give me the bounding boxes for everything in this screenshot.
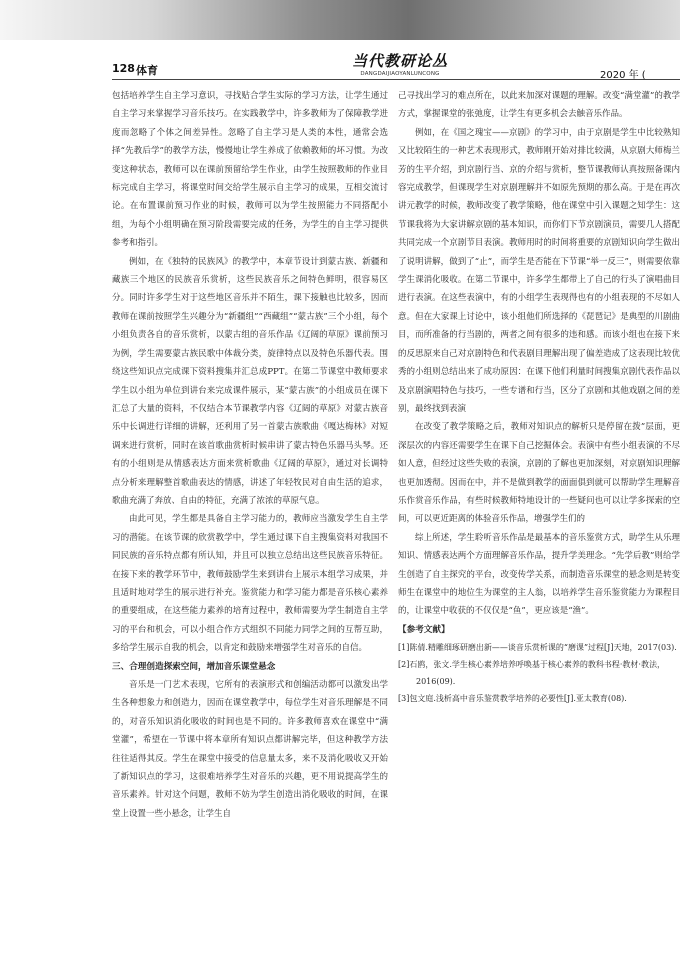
reference-item: [2]石鸥，张文.学生核心素养培养呼唤基于核心素养的教科书程·教材·教法，2016(09). — [398, 660, 665, 687]
left-paragraph-2: 例如，在《独特的民族风》的教学中，本章节设计到蒙古族、新疆和藏族三个地区的民族音乐赏析，这些民族音乐之间特色鲜明，很容易区分。同时许多学生对于这些地区音乐并不陌生，课下接触也比较多，因而教师在课前按照学生兴趣分为“新疆组”“西藏组”“蒙古族”三个小组，每个小组负责各自的音乐赏析，以蒙古组的音乐作品《辽阔的草原》课前预习为例，学生需要蒙古族民歌中体裁分类，旋律特点以及特色乐器代表。围绕这些知识点完成课下资料搜集并汇总成PPT。在第二节课堂中教师要求学生以小组为单位到讲台来完成课件展示，某“蒙古族”的小组成员在课下汇总了大量的资料，不仅结合本节课教学内容《辽阔的草原》对蒙古族音乐中长调进行详细的讲解，还利用了另一首蒙古族歌曲《嘎达梅林》对短调来进行赏析，同时在该首歌曲赏析时候串讲了蒙古特色乐器马头琴。还有的小组则是从情感表达方面来赏析歌曲《辽阔的草原》，通过对长调特点分析来理解整首歌曲表达的情感，讲述了年轻牧民对自由生活的追求，歌曲充满了奔放、自由的特征，充满了浓浓的草原气息。 — [112, 256, 388, 506]
right-column — [398, 87, 680, 937]
reference-item: [1]陈倩.精雕细琢研磨出新——谈音乐赏析课的“磨课”过程[J]天地，2017(03). — [398, 643, 677, 653]
right-paragraph-4: 综上所述，学生聆听音乐作品是最基本的音乐鉴赏方式，助学生从乐理知识、情感表达两个方面理解音乐作品，提升学美理念。“先学后教”则给学生创造了自主探究的平台，改变传学关系，而制造音乐课堂的悬念则是转变师生在课堂中的地位生为课堂的主人翁，以培养学生音乐鉴赏能力为课程目的，让课堂中收获的不仅仅是“鱼”，更应该是“渔”。 — [398, 532, 680, 617]
header-rule — [112, 79, 680, 80]
left-paragraph-4: 音乐是一门艺术表现，它所有的表演形式和创编活动都可以激发出学生各种想象力和创造力，因而在课堂教学中，每位学生对音乐理解是不同的，对音乐知识消化吸收的时间也是不同的。许多教师喜欢在课堂中“满堂灌”，希望在一节课中将本章所有知识点都讲解完毕，但这种教学方法往往适得其反。学生在课堂中接受的信息量太多，来不及消化吸收又开始了新知识点的学习，这很难培养学生对音乐的兴趣，更不用说提高学生的音乐素养。针对这个问题，教师不妨为学生创造出消化吸收的时间，在课堂上设置一些小悬念，让学生自 — [112, 680, 388, 819]
left-column — [112, 87, 388, 937]
page-number: 128 — [112, 62, 135, 75]
section-name: 体育 — [136, 64, 158, 77]
reference-item: [3]包文庭.浅析高中音乐鉴赏教学培养的必要性[J].亚太教育(08). — [398, 694, 627, 704]
references-label: 【参考文献】 — [398, 624, 450, 635]
left-paragraph-3: 由此可见，学生都是具备自主学习能力的，教师应当激发学生自主学习的潜能。在该节课的欣赏教学中，学生通过课下自主搜集资料对我国不同民族的音乐特点都有所认知，并且可以独立总结出这些民族音乐特征。在接下来的教学环节中，教师鼓励学生来到讲台上展示本组学习成果，并且适时地对学生的展示进行补充。鉴赏能力和学习能力都是音乐核心素养的重要组成，在这些能力素养的培育过程中，教师需要为学生制造自主学习的平台和机会，可以小组合作方式组织不同能力同学之间的互帮互助，多给学生展示自我的机会，以肯定和鼓励来增强学生对音乐的自信。 — [112, 514, 388, 654]
scan-top-band — [0, 0, 680, 40]
journal-title: 当代教研论丛 — [351, 52, 448, 70]
right-paragraph-2: 例如，在《国之瑰宝——京剧》的学习中，由于京剧是学生中比较熟知又比较陌生的一种艺术表现形式，教师刚开始对排比较满，从京剧大师梅兰芳的生平介绍，到京剧行当、京的介绍与赏析，整节课教师认真按照备课内容完成教学，但课现学生对京剧理解并不如原先预期的那么高。于是在再次讲元教学的时候，教师改变了教学策略，他在课堂中引入课题之知学生：这节课我将为大家讲解京剧的基本知识，而你们下节京剧演员，需要几人搭配共同完成一个京剧节目表演。教师用时的时间将重要的京剧知识向学生做出了说明讲解，做到了“止”，而学生是否能在下节课“举一反三”，则需要依靠学生课消化吸收。在第二节课中，许多学生都带上了自己的行头了演唱曲目进行表演。在这些表演中，有的小组学生表现得也有的小组表现的不尽如人意。但在大家课上讨论中，该小组他们所选择的《琵琶记》是典型的川剧曲目，而所准备的行当剧的，两者之间有很多的违和感。而该小组也在接下来的反思原来自己对京剧特色和代表剧目理解出现了偏差造成了这表现比较优秀的小组则总结出来了成功原因：在课下他们利量时间搜集京剧代表作品以及京剧演唱特色与技巧，一些专谱和行当，区分了京剧和其他戏剧之间的差别，最终找到表演 — [398, 127, 680, 414]
journal-masthead — [340, 50, 460, 77]
right-paragraph-1: 己寻找出学习的难点所在，以此来加深对课题的理解。改变“满堂灌”的教学方式，掌握课堂的张弛度，让学生有更多机会去触音乐作品。 — [398, 91, 680, 120]
right-paragraph-3: 在改变了教学策略之后，教师对知识点的解析只是停留在拨”层面，更深层次的内容还需要学生在课下自己挖掘体会。表演中有些小组表演的不尽如人意，但经过这些失败的表演，京剧的了解也更加深刻，对京剧知识理解也更加透彻。因而在中，并不是做到教学的面面俱到就可以帮助学生理解音乐作赏音乐作品，有些时候教师特地设计的一些疑问也可以让学多探索的空间，可以更近距离的体验音乐作品，增强学生们的 — [398, 422, 680, 525]
issue-year: 2020 年 ( — [600, 70, 646, 81]
left-paragraph-1: 包括培养学生自主学习意识，寻找贴合学生实际的学习方法，让学生通过自主学习来掌握学习音乐技巧。在实践教学中，许多教师为了保障教学进度而忽略了个体之间差异性。忽略了自主学习是人类的本性，通常会选择“先教后学”的教学方法，慢慢地让学生养成了依赖教师的坏习惯。为改变这种状态，教师可以在课前预留给学生作业，由学生按照教师的作业目标完成自主学习，将课堂时间交给学生展示自主学习的成果，互相交流讨论。在布置课前预习作业的时候，教师可以为学生按照能力不同搭配小组，为每个小组明确在预习阶段需要完成的任务，为学生的自主学习提供参考和指引。 — [112, 91, 388, 249]
journal-pinyin: DANGDAIJIAOYANLUNCONG — [360, 71, 440, 77]
section-heading: 三、合理创造探索空间，增加音乐课堂悬念 — [112, 661, 276, 672]
